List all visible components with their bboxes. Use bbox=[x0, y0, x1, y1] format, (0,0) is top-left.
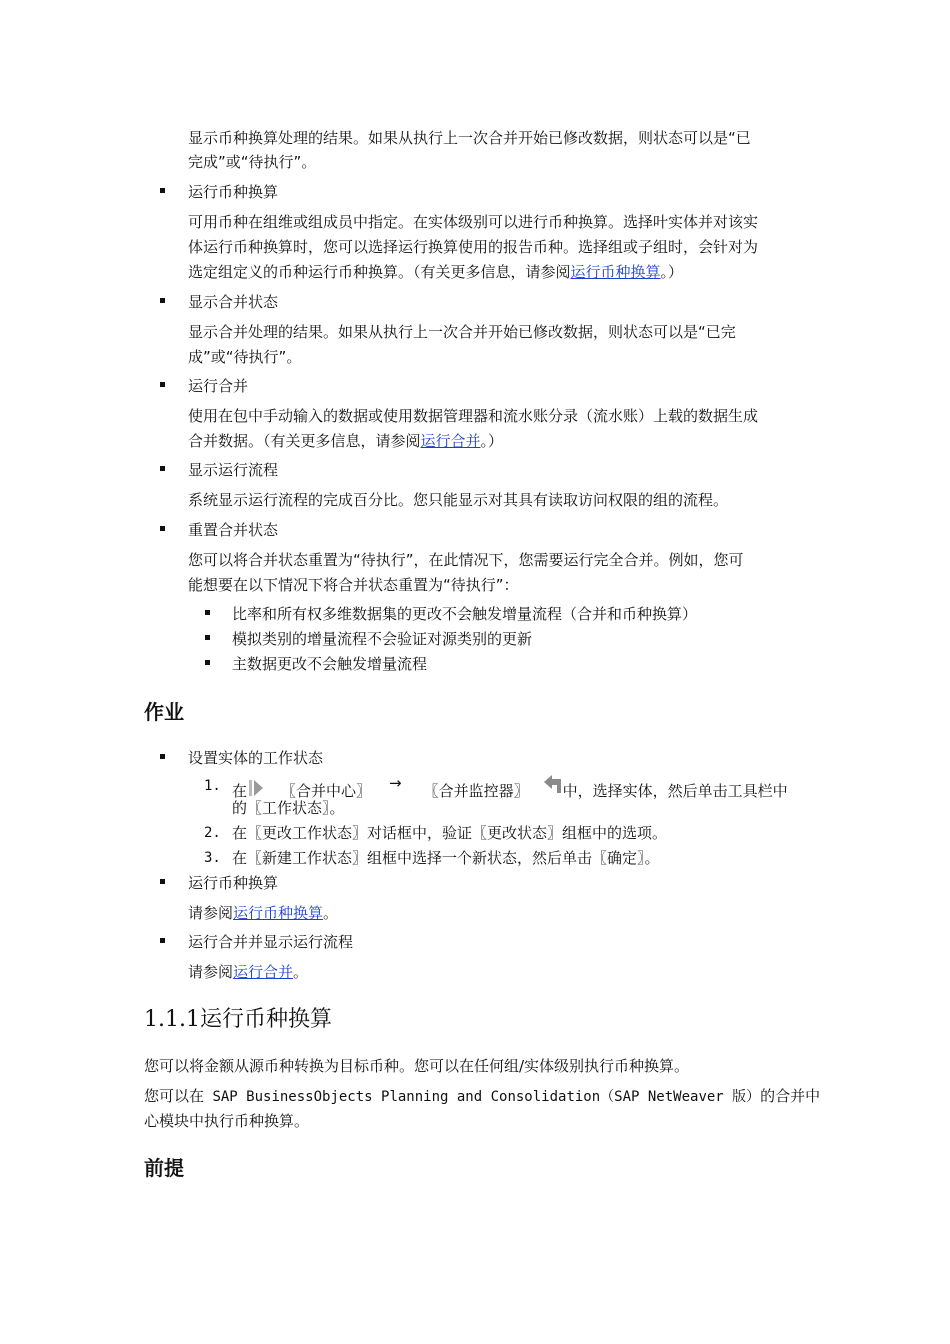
link-run-currency-conversion[interactable]: 运行币种换算 bbox=[233, 904, 324, 922]
paragraph-line bbox=[188, 429, 503, 454]
text-span: 。 bbox=[293, 963, 309, 981]
link-run-consolidation[interactable]: 运行合并 bbox=[233, 963, 294, 981]
text-span: 中，选择实体，然后单击工具栏中 bbox=[562, 782, 788, 800]
text-span: 选定组定义的币种运行币种换算。（有关更多信息，请参阅 bbox=[188, 263, 571, 281]
bullet-title: 显示合并状态 bbox=[188, 293, 279, 311]
tasks-heading: 作业 bbox=[144, 700, 184, 724]
paragraph-line: 显示合并处理的结果。如果从执行上一次合并开始已修改数据，则状态可以是“已完 bbox=[188, 323, 736, 341]
sub-bullet-text: 主数据更改不会触发增量流程 bbox=[232, 655, 428, 673]
paragraph-line bbox=[144, 1084, 820, 1110]
text-span: 。） bbox=[480, 432, 504, 450]
text-span: 。） bbox=[660, 263, 684, 281]
step-number: 2. bbox=[204, 825, 221, 841]
paragraph-line: 可用币种在组维或组成员中指定。在实体级别可以进行币种换算。选择叶实体并对该实 bbox=[188, 213, 759, 231]
text-span: 合并数据。（有关更多信息，请参阅 bbox=[188, 432, 421, 450]
bullet-title: 运行合并 bbox=[188, 377, 249, 395]
sub-bullet-text: 比率和所有权多维数据集的更改不会触发增量流程（合并和币种换算） bbox=[232, 605, 698, 623]
paragraph-line: 系统显示运行流程的完成百分比。您只能显示对其具有读取访问权限的组的流程。 bbox=[188, 491, 729, 509]
bullet-title: 设置实体的工作状态 bbox=[188, 749, 324, 767]
step-line: 的〖工作状态〗。 bbox=[232, 799, 345, 817]
paragraph-line: 心模块中执行币种换算。 bbox=[144, 1112, 310, 1130]
bullet-title: 运行币种换算 bbox=[188, 183, 279, 201]
paragraph-line: 完成”或“待执行”。 bbox=[188, 153, 317, 171]
bullet-marker bbox=[160, 879, 165, 884]
section-heading bbox=[144, 1004, 332, 1036]
sub-bullet-marker bbox=[205, 660, 210, 665]
step-number: 3. bbox=[204, 850, 221, 866]
link-run-currency-conversion[interactable]: 运行币种换算 bbox=[570, 263, 661, 281]
prerequisites-heading: 前提 bbox=[144, 1156, 184, 1180]
text-span: 您可以在 bbox=[144, 1087, 205, 1105]
section-title: 运行币种换算 bbox=[199, 1007, 332, 1032]
bullet-marker bbox=[160, 938, 165, 943]
bullet-marker bbox=[160, 298, 165, 303]
step-line: 在〖更改工作状态〗对话框中，验证〖更改状态〗组框中的选项。 bbox=[232, 824, 668, 842]
bullet-marker bbox=[160, 526, 165, 531]
section-number: 1.1.1 bbox=[144, 1007, 200, 1032]
text-span: 在 bbox=[232, 782, 248, 800]
ui-path-consolidation-monitor: 〖合并监控器〗 bbox=[423, 782, 529, 800]
sub-bullet-marker bbox=[205, 610, 210, 615]
bullet-marker bbox=[160, 754, 165, 759]
paragraph-line: 您可以将金额从源币种转换为目标币种。您可以在任何组/实体级别执行币种换算。 bbox=[144, 1057, 690, 1075]
bullet-marker bbox=[160, 466, 165, 471]
text-span: 的合并中 bbox=[760, 1087, 821, 1105]
step-line: 在〖新建工作状态〗组框中选择一个新状态，然后单击〖确定〗。 bbox=[232, 849, 660, 867]
bullet-title: 重置合并状态 bbox=[188, 521, 279, 539]
product-name: SAP BusinessObjects Planning and Consolidation（SAP NetWeaver 版） bbox=[204, 1089, 761, 1105]
bullet-marker bbox=[160, 188, 165, 193]
text-span: 请参阅 bbox=[188, 963, 234, 981]
text-span: 。 bbox=[323, 904, 339, 922]
arrow-right-icon: → bbox=[389, 774, 402, 792]
paragraph-line: 使用在包中手动输入的数据或使用数据管理器和流水账分录（流水账）上载的数据生成 bbox=[188, 407, 759, 425]
sub-bullet-marker bbox=[205, 635, 210, 640]
paragraph-line: 显示币种换算处理的结果。如果从执行上一次合并开始已修改数据，则状态可以是“已 bbox=[188, 129, 751, 147]
paragraph-line: 体运行币种换算时，您可以选择运行换算使用的报告币种。选择组或子组时，会针对为 bbox=[188, 238, 759, 256]
sub-bullet-text: 模拟类别的增量流程不会验证对源类别的更新 bbox=[232, 630, 533, 648]
paragraph-line bbox=[188, 260, 683, 285]
paragraph-line bbox=[188, 960, 308, 985]
bullet-title: 运行合并并显示运行流程 bbox=[188, 933, 354, 951]
paragraph-line: 能想要在以下情况下将合并状态重置为“待执行”： bbox=[188, 576, 519, 594]
bullet-marker bbox=[160, 382, 165, 387]
bullet-title: 显示运行流程 bbox=[188, 461, 279, 479]
step-number: 1. bbox=[204, 778, 221, 794]
paragraph-line: 您可以将合并状态重置为“待执行”，在此情况下，您需要运行完全合并。例如，您可 bbox=[188, 551, 744, 569]
paragraph-line: 成”或“待执行”。 bbox=[188, 348, 302, 366]
text-span: 请参阅 bbox=[188, 904, 234, 922]
link-run-consolidation[interactable]: 运行合并 bbox=[420, 432, 481, 450]
back-arrow-icon bbox=[543, 774, 563, 802]
bullet-title: 运行币种换算 bbox=[188, 874, 279, 892]
ui-path-consolidation-central: 〖合并中心〗 bbox=[281, 782, 372, 800]
paragraph-line bbox=[188, 901, 338, 926]
